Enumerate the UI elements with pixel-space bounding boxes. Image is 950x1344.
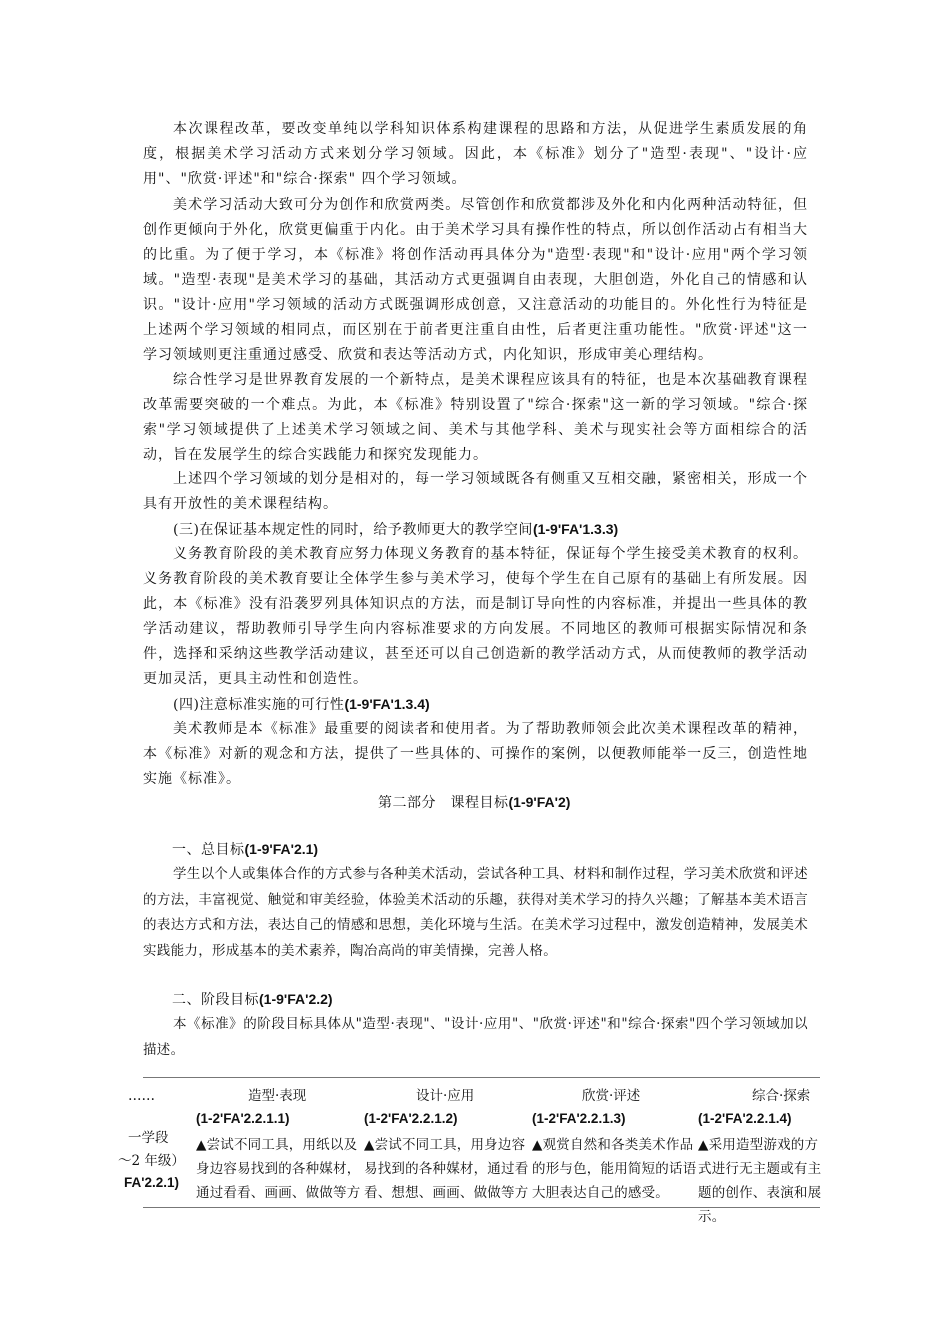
column-header-4: 综合·探索 bbox=[752, 1088, 811, 1104]
column-header-2: 设计·应用 bbox=[416, 1088, 475, 1104]
section3-body: 义务教育阶段的美术教育应努力体现义务教育的基本特征，保证每个学生接受美术教育的权利。义务教育阶段的美术教育要让全体学生参与美术学习，使每个学生在自己原有的基础上有所发展。因此，本《标准》没有沿袭罗列具体知识点的方法，而是制订导向性的内容标准，并提出一些具体的教学活动建议，帮助教师引导学生向内容标准要求的方向发展。不同地区的教师可根据实际情况和条件，选择和采纳这些教学活动建议，甚至还可以自己创造新的教学活动方式，从而使教师的教学活动更加灵活，更具主动性和创造性。 bbox=[143, 546, 808, 687]
row-label-stage: 一学段 bbox=[128, 1130, 169, 1146]
column-code-3: (1-2'FA'2.2.1.3) bbox=[532, 1111, 626, 1126]
goal-stage-body: 本《标准》的阶段目标具体从"造型·表现"、"设计·应用"、"欣赏·评述"和"综合·探索"四个学习领域加以描述。 bbox=[143, 1016, 808, 1058]
goal-total-code: (1-9'FA'2.1) bbox=[244, 841, 319, 857]
goal-total-body: 学生以个人或集体合作的方式参与各种美术活动，尝试各种工具、材料和制作过程，学习美术欣赏和评述的方法，丰富视觉、触觉和审美经验，体验美术活动的乐趣，获得对美术学习的持久兴趣；了解基本美术语言的表达方式和方法，表达自己的情感和思想，美化环境与生活。在美术学习过程中，激发创造精神，发展美术实践能力，形成基本的美术素养，陶冶高尚的审美情操，完善人格。 bbox=[143, 866, 808, 959]
part2-title: 第二部分 课程目标 bbox=[378, 795, 509, 811]
goal-total-heading bbox=[172, 839, 318, 859]
paragraph-relative-division: 上述四个学习领域的划分是相对的，每一学习领域既各有侧重又互相交融，紧密相关，形成一个具有开放性的美术课程结构。 bbox=[143, 471, 808, 512]
goal-total-title: 一、总目标 bbox=[172, 842, 245, 858]
table-bottom-rule bbox=[143, 1207, 820, 1208]
column-code-1: (1-2'FA'2.2.1.1) bbox=[196, 1111, 290, 1126]
column-code-4: (1-2'FA'2.2.1.4) bbox=[698, 1111, 792, 1126]
column-code-2: (1-2'FA'2.2.1.2) bbox=[364, 1111, 458, 1126]
column-header-1: 造型·表现 bbox=[248, 1088, 307, 1104]
goal-stage-title: 二、阶段目标 bbox=[172, 992, 259, 1008]
section4-heading bbox=[173, 694, 430, 714]
table-corner: …… bbox=[128, 1088, 155, 1104]
column-header-3: 欣赏·评述 bbox=[582, 1088, 641, 1104]
row-label-grade: ～2 年级） bbox=[118, 1153, 185, 1169]
part2-code: (1-9'FA'2) bbox=[508, 794, 571, 810]
paragraph-comprehensive: 综合性学习是世界教育发展的一个新特点，是美术课程应该具有的特征，也是本次基础教育课程改革需要突破的一个难点。为此，本《标准》特别设置了"综合·探索"这一新的学习领域。"综合·探索"学习领域提供了上述美术学习领域之间、美术与其他学科、美术与现实社会等方面相综合的活动，旨在发展学生的综合实践能力和探究发现能力。 bbox=[143, 372, 808, 463]
cell-stage1-col4: ▲采用造型游戏的方式进行无主题或有主题的创作、表演和展示。 bbox=[698, 1137, 822, 1225]
goal-stage-code: (1-9'FA'2.2) bbox=[259, 991, 333, 1007]
section4-body: 美术教师是本《标准》最重要的阅读者和使用者。为了帮助教师领会此次美术课程改革的精神，本《标准》对新的观念和方法，提供了一些具体的、可操作的案例，以便教师能举一反三，创造性地实施《标准》。 bbox=[143, 721, 808, 787]
section3-heading bbox=[173, 519, 618, 539]
paragraph-intro: 本次课程改革，要改变单纯以学科知识体系构建课程的思路和方法，从促进学生素质发展的角度，根据美术学习活动方式来划分学习领域。因此，本《标准》划分了"造型·表现"、"设计·应用"、"欣赏·评述"和"综合·探索" 四个学习领域。 bbox=[143, 121, 808, 187]
section4-title: (四)注意标准实施的可行性 bbox=[173, 697, 345, 713]
section3-code: (1-9'FA'1.3.3) bbox=[532, 521, 619, 537]
goal-stage-heading bbox=[172, 989, 333, 1009]
part2-heading bbox=[378, 792, 570, 812]
row-label-code: FA'2.2.1) bbox=[124, 1175, 179, 1190]
cell-stage1-col3: ▲观赏自然和各类美术作品的形与色，能用简短的话语大胆表达自己的感受。 bbox=[532, 1137, 697, 1201]
section4-code: (1-9'FA'1.3.4) bbox=[344, 696, 430, 712]
cell-stage1-col1: ▲尝试不同工具，用纸以及身边容易找到的各种媒材，通过看看、画画、做做等方 bbox=[196, 1137, 361, 1201]
cell-stage1-col2: ▲尝试不同工具，用身边容易找到的各种媒材，通过看看、想想、画画、做做等方 bbox=[364, 1137, 529, 1201]
table-top-rule bbox=[143, 1077, 820, 1078]
paragraph-creation-appreciation: 美术学习活动大致可分为创作和欣赏两类。尽管创作和欣赏都涉及外化和内化两种活动特征，但创作更倾向于外化，欣赏更偏重于内化。由于美术学习具有操作性的特点，所以创作活动占有相当大的比重。为了便于学习，本《标准》将创作活动再具体分为"造型·表现"和"设计·应用"两个学习领域。"造型·表现"是美术学习的基础，其活动方式更强调自由表现，大胆创造，外化自己的情感和认识。"设计·应用"学习领域的活动方式既强调形成创意，又注意活动的功能目的。外化性行为特征是上述两个学习领域的相同点，而区别在于前者更注重自由性，后者更注重功能性。"欣赏·评述"这一学习领域则更注重通过感受、欣赏和表达等活动方式，内化知识，形成审美心理结构。 bbox=[143, 197, 808, 363]
section3-title: (三)在保证基本规定性的同时，给予教师更大的教学空间 bbox=[173, 522, 533, 538]
